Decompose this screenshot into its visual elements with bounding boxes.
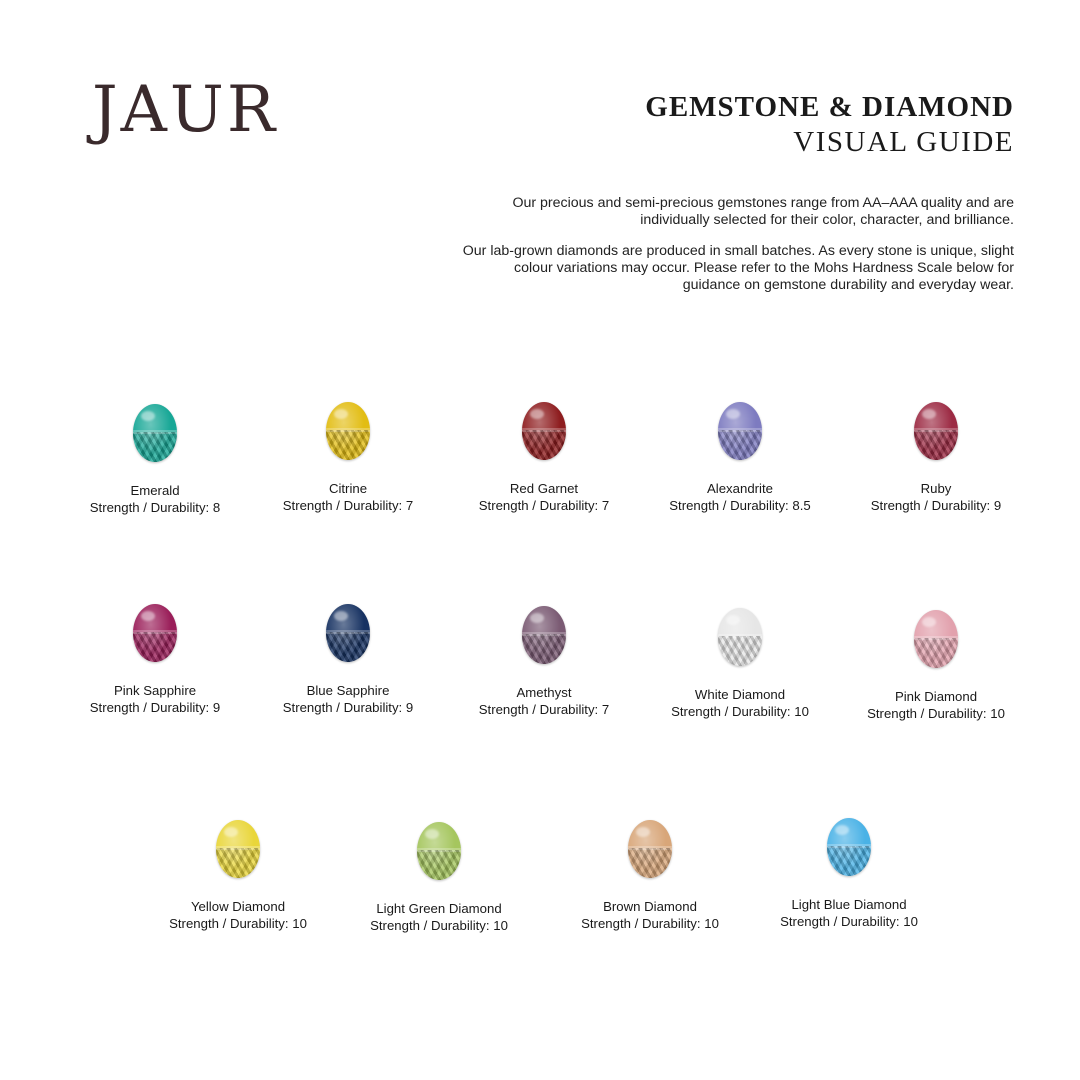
stone-name: Yellow Diamond bbox=[190, 899, 286, 914]
stone-durability: Strength / Durability: 8.5 bbox=[669, 498, 811, 513]
stone-name: Pink Diamond bbox=[894, 689, 978, 704]
stone-yellow-diamond bbox=[143, 820, 333, 932]
stone-durability: Strength / Durability: 10 bbox=[581, 916, 719, 931]
stone-name: Brown Diamond bbox=[603, 899, 697, 914]
stone-durability: Strength / Durability: 7 bbox=[478, 498, 610, 513]
stone-durability: Strength / Durability: 10 bbox=[780, 914, 918, 929]
stone-blue-sapphire bbox=[253, 604, 443, 716]
light-blue-diamond-gem-icon bbox=[827, 818, 871, 876]
stone-name: Emerald bbox=[130, 483, 180, 498]
red-garnet-gem-icon bbox=[522, 402, 566, 460]
stone-durability: Strength / Durability: 7 bbox=[282, 498, 414, 513]
blue-sapphire-gem-icon bbox=[326, 604, 370, 662]
stone-red-garnet bbox=[449, 402, 639, 514]
yellow-diamond-gem-icon bbox=[216, 820, 260, 878]
stone-durability: Strength / Durability: 7 bbox=[478, 702, 610, 717]
brown-diamond-gem-icon bbox=[628, 820, 672, 878]
stone-name: Blue Sapphire bbox=[306, 683, 390, 698]
stone-amethyst bbox=[449, 606, 639, 718]
stone-pink-diamond bbox=[841, 610, 1031, 722]
stone-durability: Strength / Durability: 9 bbox=[282, 700, 414, 715]
intro-paragraph-2: Our lab-grown diamonds are produced in small batches. As every stone is unique, slight colour variations may occur. Please refer to the Mohs Hardness Scale below for guidance on gemstone durability and everyday wear. bbox=[462, 243, 1014, 293]
title-line-2: VISUAL GUIDE bbox=[793, 126, 1014, 158]
stone-name: Ruby bbox=[920, 481, 952, 496]
brand-logo: JAUR bbox=[92, 73, 278, 147]
stone-white-diamond bbox=[645, 608, 835, 720]
stone-light-blue-diamond bbox=[754, 818, 944, 930]
stone-name: Red Garnet bbox=[509, 481, 579, 496]
stone-alexandrite bbox=[645, 402, 835, 514]
intro-text bbox=[454, 195, 1014, 308]
stone-light-green-diamond bbox=[344, 822, 534, 934]
stone-ruby bbox=[841, 402, 1031, 514]
stone-name: Light Blue Diamond bbox=[791, 897, 907, 912]
stone-emerald bbox=[60, 404, 250, 516]
stone-durability: Strength / Durability: 9 bbox=[870, 498, 1002, 513]
stone-durability: Strength / Durability: 10 bbox=[370, 918, 508, 933]
stone-durability: Strength / Durability: 9 bbox=[89, 700, 221, 715]
stone-durability: Strength / Durability: 8 bbox=[89, 500, 221, 515]
stone-pink-sapphire bbox=[60, 604, 250, 716]
stone-citrine bbox=[253, 402, 443, 514]
light-green-diamond-gem-icon bbox=[417, 822, 461, 880]
intro-paragraph-1: Our precious and semi-precious gemstones range from AA–AAA quality and are individually selected for their color, character, and brilliance. bbox=[512, 195, 1014, 228]
alexandrite-gem-icon bbox=[718, 402, 762, 460]
stone-name: Citrine bbox=[328, 481, 368, 496]
stone-name: White Diamond bbox=[694, 687, 786, 702]
stone-durability: Strength / Durability: 10 bbox=[169, 916, 307, 931]
white-diamond-gem-icon bbox=[718, 608, 762, 666]
stone-durability: Strength / Durability: 10 bbox=[671, 704, 809, 719]
stone-name: Light Green Diamond bbox=[376, 901, 502, 916]
citrine-gem-icon bbox=[326, 402, 370, 460]
pink-diamond-gem-icon bbox=[914, 610, 958, 668]
title-line-1: GEMSTONE & DIAMOND bbox=[645, 91, 1014, 123]
stone-brown-diamond bbox=[555, 820, 745, 932]
emerald-gem-icon bbox=[133, 404, 177, 462]
amethyst-gem-icon bbox=[522, 606, 566, 664]
pink-sapphire-gem-icon bbox=[133, 604, 177, 662]
guide-title bbox=[645, 90, 1014, 160]
stone-durability: Strength / Durability: 10 bbox=[867, 706, 1005, 721]
stone-name: Alexandrite bbox=[707, 481, 773, 496]
stone-name: Amethyst bbox=[516, 685, 572, 700]
ruby-gem-icon bbox=[914, 402, 958, 460]
stone-name: Pink Sapphire bbox=[113, 683, 197, 698]
